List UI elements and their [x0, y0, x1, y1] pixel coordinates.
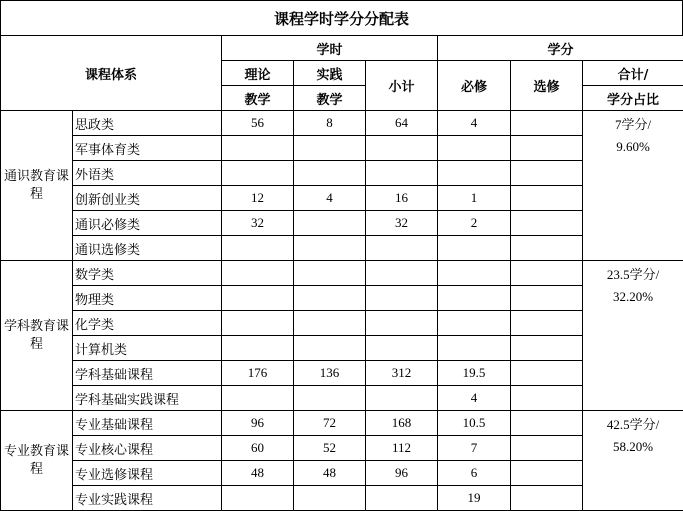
elective-cell	[511, 236, 583, 261]
theory-cell	[222, 236, 294, 261]
header-total-top: 合计/	[583, 61, 683, 86]
required-cell: 19.5	[438, 361, 511, 386]
subtotal-cell	[366, 236, 438, 261]
table-row	[1, 286, 683, 311]
elective-cell	[511, 486, 583, 511]
table-row	[1, 136, 683, 161]
total-credit-cell	[583, 111, 683, 261]
required-cell: 4	[438, 111, 511, 136]
header-theory-top: 理论	[222, 61, 294, 86]
elective-cell	[511, 361, 583, 386]
course-type-cell: 创新创业类	[73, 186, 222, 211]
subtotal-cell: 32	[366, 211, 438, 236]
elective-cell	[511, 311, 583, 336]
credit-table	[0, 35, 683, 511]
course-type-cell: 化学类	[73, 311, 222, 336]
table-row	[1, 436, 683, 461]
theory-cell	[222, 161, 294, 186]
required-cell: 2	[438, 211, 511, 236]
header-subtotal: 小计	[366, 61, 438, 111]
page-title: 课程学时学分分配表	[0, 0, 683, 36]
subtotal-cell	[366, 286, 438, 311]
practice-cell	[294, 211, 366, 236]
required-cell	[438, 261, 511, 286]
header-system: 课程体系	[1, 36, 222, 111]
elective-cell	[511, 386, 583, 411]
theory-cell	[222, 261, 294, 286]
course-type-cell: 计算机类	[73, 336, 222, 361]
course-type-cell: 通识选修类	[73, 236, 222, 261]
subtotal-cell	[366, 136, 438, 161]
practice-cell	[294, 236, 366, 261]
course-type-cell: 专业实践课程	[73, 486, 222, 511]
course-type-cell: 专业核心课程	[73, 436, 222, 461]
theory-cell: 12	[222, 186, 294, 211]
course-type-cell: 学科基础课程	[73, 361, 222, 386]
practice-cell: 48	[294, 461, 366, 486]
theory-cell: 96	[222, 411, 294, 436]
theory-cell	[222, 136, 294, 161]
required-cell: 6	[438, 461, 511, 486]
theory-cell: 32	[222, 211, 294, 236]
header-practice-top: 实践	[294, 61, 366, 86]
subtotal-cell	[366, 486, 438, 511]
subtotal-cell	[366, 336, 438, 361]
elective-cell	[511, 461, 583, 486]
course-type-cell: 数学类	[73, 261, 222, 286]
elective-cell	[511, 161, 583, 186]
table-row	[1, 186, 683, 211]
elective-cell	[511, 436, 583, 461]
total-credit-line: 42.5学分/	[606, 417, 660, 432]
credit-ratio-line: 58.20%	[612, 439, 654, 454]
practice-cell: 136	[294, 361, 366, 386]
practice-cell	[294, 311, 366, 336]
table-row	[1, 386, 683, 411]
course-type-cell: 思政类	[73, 111, 222, 136]
required-cell	[438, 311, 511, 336]
theory-cell: 56	[222, 111, 294, 136]
course-type-cell: 外语类	[73, 161, 222, 186]
header-total-bottom: 学分占比	[583, 86, 683, 111]
course-type-cell: 专业基础课程	[73, 411, 222, 436]
theory-cell: 48	[222, 461, 294, 486]
theory-cell	[222, 336, 294, 361]
elective-cell	[511, 111, 583, 136]
category-cell: 通识教育课程	[1, 111, 73, 261]
subtotal-cell	[366, 386, 438, 411]
total-credit-cell	[583, 411, 683, 511]
elective-cell	[511, 411, 583, 436]
header-practice-bottom: 教学	[294, 86, 366, 111]
header-required: 必修	[438, 61, 511, 111]
required-cell: 19	[438, 486, 511, 511]
header-credits: 学分	[438, 36, 683, 61]
required-cell: 7	[438, 436, 511, 461]
header-row-1	[1, 36, 683, 61]
course-type-cell: 专业选修课程	[73, 461, 222, 486]
total-credit-line: 23.5学分/	[606, 267, 660, 282]
table-row	[1, 461, 683, 486]
subtotal-cell: 64	[366, 111, 438, 136]
practice-cell	[294, 261, 366, 286]
header-elective: 选修	[511, 61, 583, 111]
course-type-cell: 物理类	[73, 286, 222, 311]
category-cell: 学科教育课程	[1, 261, 73, 411]
table-row	[1, 336, 683, 361]
subtotal-cell: 16	[366, 186, 438, 211]
header-hours: 学时	[222, 36, 438, 61]
subtotal-cell	[366, 311, 438, 336]
subtotal-cell	[366, 161, 438, 186]
practice-cell: 52	[294, 436, 366, 461]
table-row	[1, 211, 683, 236]
practice-cell	[294, 336, 366, 361]
required-cell	[438, 336, 511, 361]
subtotal-cell: 312	[366, 361, 438, 386]
theory-cell: 176	[222, 361, 294, 386]
table-row	[1, 411, 683, 436]
required-cell	[438, 236, 511, 261]
table-row	[1, 111, 683, 136]
course-type-cell: 通识必修类	[73, 211, 222, 236]
elective-cell	[511, 136, 583, 161]
practice-cell	[294, 286, 366, 311]
required-cell: 4	[438, 386, 511, 411]
theory-cell	[222, 386, 294, 411]
category-cell: 专业教育课程	[1, 411, 73, 511]
header-theory-bottom: 教学	[222, 86, 294, 111]
subtotal-cell: 96	[366, 461, 438, 486]
practice-cell: 72	[294, 411, 366, 436]
elective-cell	[511, 286, 583, 311]
theory-cell: 60	[222, 436, 294, 461]
table-row	[1, 311, 683, 336]
elective-cell	[511, 186, 583, 211]
theory-cell	[222, 486, 294, 511]
required-cell	[438, 161, 511, 186]
required-cell: 1	[438, 186, 511, 211]
practice-cell	[294, 136, 366, 161]
subtotal-cell	[366, 261, 438, 286]
course-type-cell: 学科基础实践课程	[73, 386, 222, 411]
total-credit-line: 7学分/	[614, 117, 652, 132]
table-row	[1, 236, 683, 261]
total-credit-cell	[583, 261, 683, 411]
practice-cell	[294, 161, 366, 186]
course-type-cell: 军事体育类	[73, 136, 222, 161]
credit-ratio-line: 9.60%	[616, 139, 650, 154]
practice-cell	[294, 386, 366, 411]
elective-cell	[511, 336, 583, 361]
credit-ratio-line: 32.20%	[612, 289, 654, 304]
table-row	[1, 361, 683, 386]
required-cell	[438, 136, 511, 161]
required-cell: 10.5	[438, 411, 511, 436]
theory-cell	[222, 311, 294, 336]
table-row	[1, 261, 683, 286]
subtotal-cell: 112	[366, 436, 438, 461]
table-row	[1, 486, 683, 511]
required-cell	[438, 286, 511, 311]
practice-cell	[294, 486, 366, 511]
practice-cell: 8	[294, 111, 366, 136]
table-row	[1, 161, 683, 186]
elective-cell	[511, 261, 583, 286]
subtotal-cell: 168	[366, 411, 438, 436]
elective-cell	[511, 211, 583, 236]
theory-cell	[222, 286, 294, 311]
practice-cell: 4	[294, 186, 366, 211]
